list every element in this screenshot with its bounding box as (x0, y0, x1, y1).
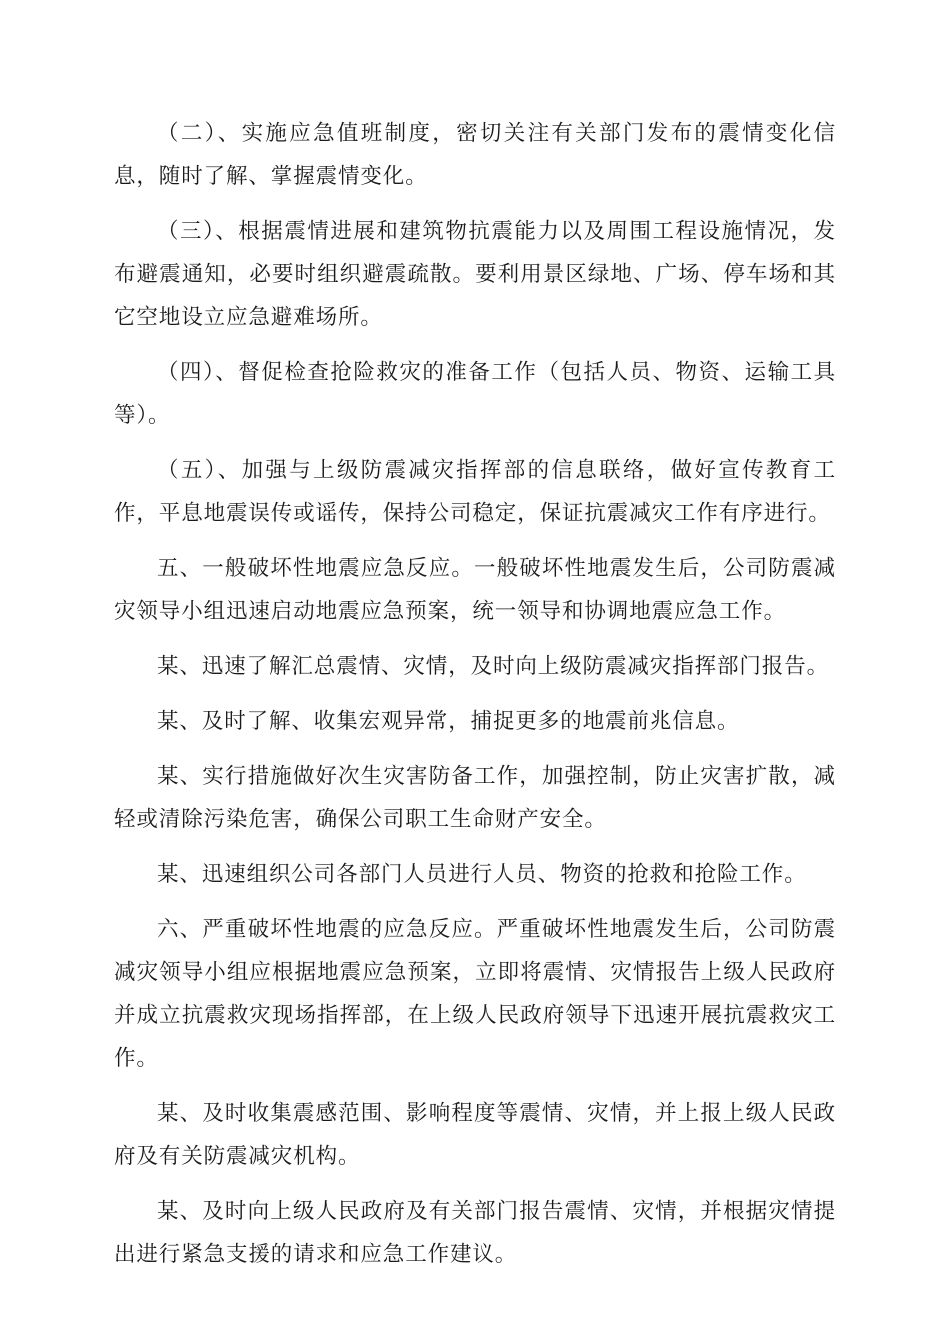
paragraph: （二）、实施应急值班制度，密切关注有关部门发布的震情变化信息，随时了解、掌握震情变化。 (114, 121, 836, 189)
paragraph: 某、迅速了解汇总震情、灾情，及时向上级防震减灾指挥部门报告。 (157, 654, 830, 679)
paragraph: 五、一般破坏性地震应急反应。一般破坏性地震发生后，公司防震减灾领导小组迅速启动地震应急预案，统一领导和协调地震应急工作。 (114, 556, 836, 624)
paragraph: 某、及时收集震感范围、影响程度等震情、灾情，并上报上级人民政府及有关防震减灾机构。 (114, 1101, 836, 1169)
paragraph: 某、实行措施做好次生灾害防备工作，加强控制，防止灾害扩散，减轻或清除污染危害，确保公司职工生命财产安全。 (114, 764, 836, 832)
paragraph: 某、迅速组织公司各部门人员进行人员、物资的抢救和抢险工作。 (157, 862, 807, 887)
paragraph: （四）、督促检查抢险救灾的准备工作（包括人员、物资、运输工具等）。 (114, 360, 836, 428)
document-body (114, 112, 836, 1288)
paragraph: 某、及时向上级人民政府及有关部门报告震情、灾情，并根据灾情提出进行紧急支援的请求和应急工作建议。 (114, 1199, 836, 1267)
paragraph: 某、及时了解、收集宏观异常，捕捉更多的地震前兆信息。 (157, 709, 740, 734)
paragraph: （三）、根据震情进展和建筑物抗震能力以及周围工程设施情况，发布避震通知，必要时组织避震疏散。要利用景区绿地、广场、停车场和其它空地设立应急避难场所。 (114, 219, 836, 330)
paragraph: 六、严重破坏性地震的应急反应。严重破坏性地震发生后，公司防震减灾领导小组应根据地震应急预案，立即将震情、灾情报告上级人民政府并成立抗震救灾现场指挥部，在上级人民政府领导下迅速开展抗震救灾工作。 (114, 917, 836, 1071)
paragraph: （五）、加强与上级防震减灾指挥部的信息联络，做好宣传教育工作，平息地震误传或谣传，保持公司稳定，保证抗震减灾工作有序进行。 (114, 458, 836, 526)
